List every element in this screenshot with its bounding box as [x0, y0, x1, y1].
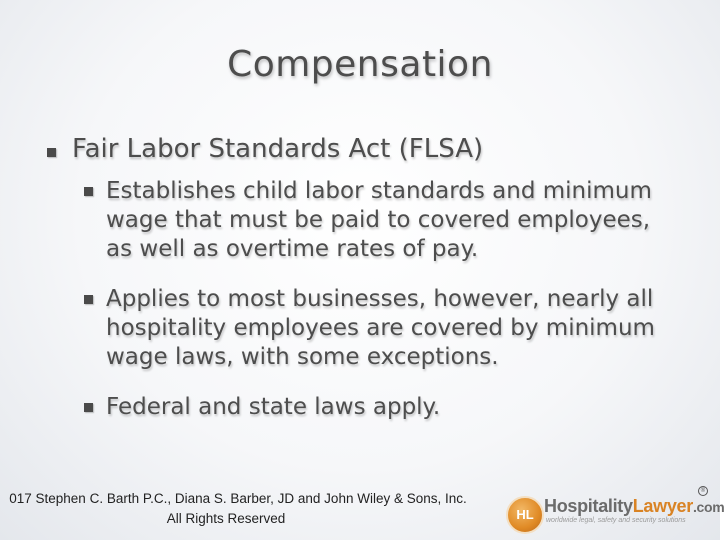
logo-word-lawyer: Lawyer: [632, 496, 693, 516]
sub-bullet-1: Establishes child labor standards and minimum wage that must be paid to covered employees, as well as overtime rates of pay.: [106, 178, 652, 262]
logo-word-hospitality: Hospitality: [544, 496, 633, 516]
sub-bullet-3: Federal and state laws apply.: [106, 394, 441, 420]
bullet-square-icon: [84, 295, 93, 304]
logo-badge-icon: HL: [506, 496, 544, 534]
logo-tagline: worldwide legal, safety and security solutions: [546, 517, 686, 524]
main-bullet: Fair Labor Standards Act (FLSA): [72, 134, 484, 164]
bullet-square-icon: [84, 403, 93, 412]
registered-mark-icon: ®: [698, 486, 708, 496]
logo-word-com: .com: [692, 499, 724, 515]
slide-title: Compensation: [227, 44, 493, 85]
logo-wordmark: [544, 496, 724, 517]
bullet-square-icon: [84, 187, 93, 196]
copyright-line-1: 017 Stephen C. Barth P.C., Diana S. Barber, JD and John Wiley & Sons, Inc.: [9, 491, 467, 506]
sub-bullet-2: Applies to most businesses, however, nearly all hospitality employees are covered by minimum wage laws, with some exceptions.: [106, 286, 655, 370]
bullet-square-icon: [47, 148, 56, 157]
hospitality-lawyer-logo: [506, 488, 724, 532]
copyright-line-2: All Rights Reserved: [166, 511, 286, 526]
